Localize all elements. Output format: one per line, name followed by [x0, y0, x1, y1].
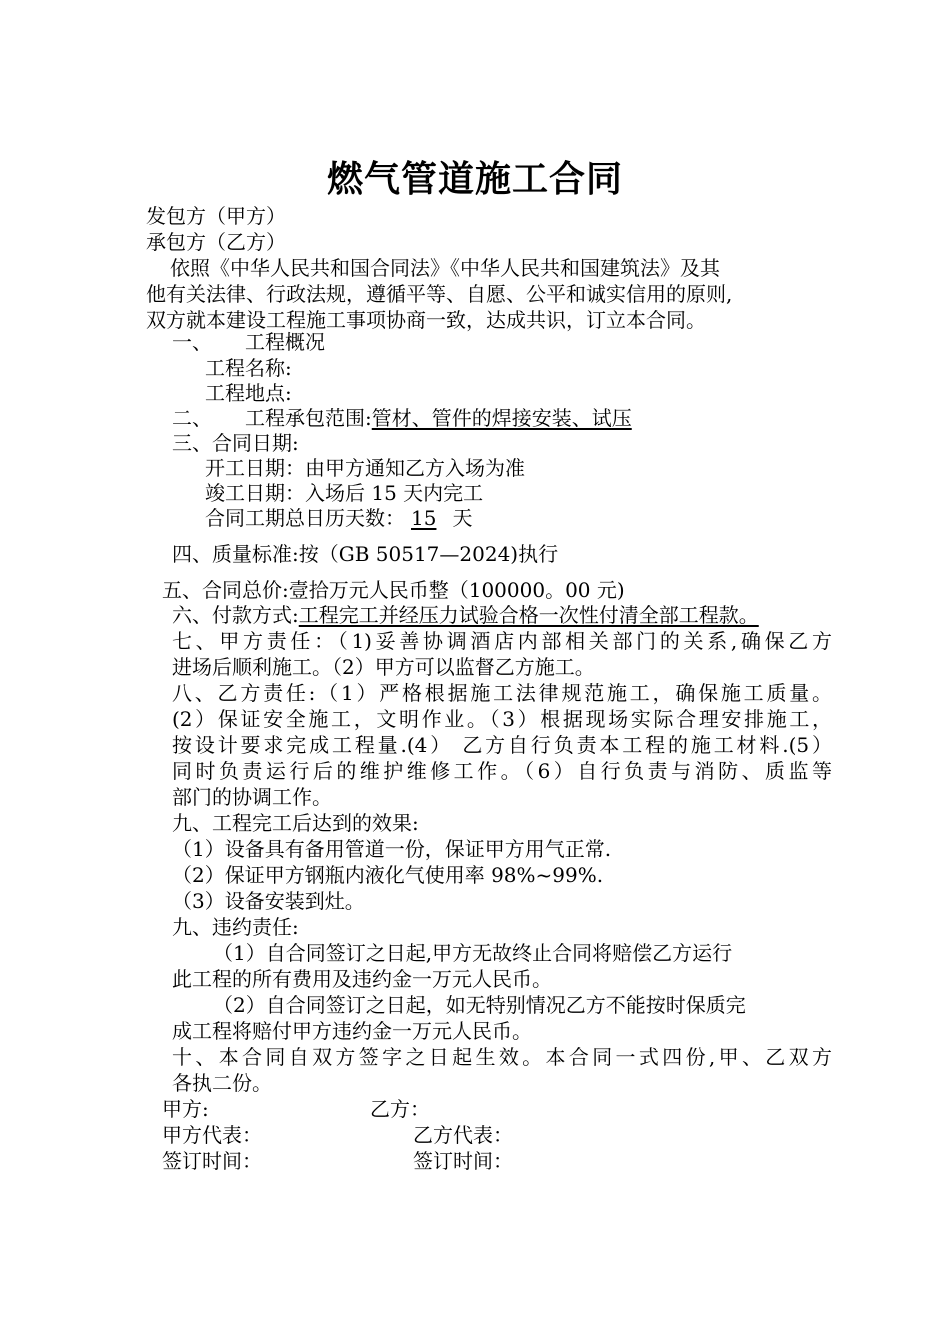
- section-2-line: [245, 405, 642, 431]
- signature-date-a: 签订时间：: [162, 1149, 262, 1173]
- section-9-heading: 九、工程完工后达到的效果:: [172, 811, 419, 835]
- intro-line-2: 他有关法律、行政法规，遵循平等、自愿、公平和诚实信用的原则,: [146, 282, 733, 306]
- section-8-line-1: 八、乙方责任:（1）严格根据施工法律规范施工，确保施工质量。: [172, 681, 832, 705]
- effect-item-2: （2）保证甲方钢瓶内液化气使用率 98%~99%.: [172, 863, 604, 887]
- signature-rep-b: 乙方代表：: [413, 1123, 513, 1147]
- section-2-number: 二、: [172, 406, 212, 430]
- signature-date-b: 签订时间：: [413, 1149, 513, 1173]
- section-7-line-2: 进场后顺利施工。（2）甲方可以监督乙方施工。: [172, 655, 595, 679]
- project-location-label: 工程地点:: [205, 381, 292, 405]
- breach-p2-line-2: 成工程将赔付甲方违约金一万元人民币。: [172, 1019, 532, 1043]
- section-6-payment: 六、付款方式:工程完工并经压力试验合格一次性付清全部工程款。: [172, 602, 767, 628]
- section-10-line-1: 十、本合同自双方签字之日起生效。本合同一式四份,甲、乙双方: [172, 1045, 832, 1069]
- scope-label: 工程承包范围:: [245, 406, 372, 430]
- total-days-value: 15: [411, 506, 437, 530]
- project-name-label: 工程名称:: [205, 356, 292, 380]
- breach-p1-line-1: （1）自合同签订之日起,甲方无故终止合同将赔偿乙方运行: [213, 941, 733, 965]
- section-7-line-1: 七、甲方责任：（1)妥善协调酒店内部相关部门的关系,确保乙方: [172, 629, 832, 653]
- start-date-line: 开工日期：由甲方通知乙方入场为准: [205, 456, 525, 480]
- section-3-heading: 三、合同日期:: [172, 431, 299, 455]
- signature-party-b: 乙方：: [370, 1097, 430, 1121]
- payment-value: 工程完工并经压力试验合格一次性付清全部工程款。: [298, 603, 759, 627]
- section-8-line-3: 按设计要求完成工程量.(4） 乙方自行负责本工程的施工材料.(5）: [172, 733, 832, 757]
- breach-heading: 九、违约责任:: [172, 915, 299, 939]
- signature-party-a: 甲方:: [162, 1097, 209, 1121]
- section-4-quality: 四、质量标准:按（GB 50517—2024)执行: [172, 542, 559, 566]
- effect-item-3: （3）设备安装到灶。: [172, 889, 365, 913]
- effect-item-1: （1）设备具有备用管道一份，保证甲方用气正常.: [172, 837, 612, 861]
- party-a-line: 发包方（甲方）: [146, 204, 286, 228]
- completion-date-line: 竣工日期：入场后 15 天内完工: [205, 481, 484, 505]
- section-5-price: 五、合同总价:壹拾万元人民币整（100000。00 元): [162, 578, 625, 602]
- section-10-line-2: 各执二份。: [172, 1071, 272, 1095]
- breach-p2-line-1: （2）自合同签订之日起，如无特别情况乙方不能按时保质完: [213, 993, 746, 1017]
- intro-line-3: 双方就本建设工程施工事项协商一致，达成共识，订立本合同。: [146, 308, 706, 332]
- section-1-number: 一、: [172, 330, 212, 354]
- party-b-line: 承包方（乙方）: [146, 230, 286, 254]
- intro-line-1: 依照《中华人民共和国合同法》《中华人民共和国建筑法》及其: [170, 256, 720, 280]
- breach-p1-line-2: 此工程的所有费用及违约金一万元人民币。: [172, 967, 552, 991]
- section-8-line-4: 同时负责运行后的维护维修工作。（6）自行负责与消防、质监等: [172, 759, 832, 783]
- total-days-line: 合同工期总日历天数： 15 天: [205, 506, 473, 530]
- section-1-heading: 工程概况: [245, 330, 325, 354]
- section-8-line-2: (2）保证安全施工，文明作业。（3）根据现场实际合理安排施工，: [172, 707, 832, 731]
- document-title: 燃气管道施工合同: [326, 158, 623, 200]
- signature-rep-a: 甲方代表：: [162, 1123, 262, 1147]
- scope-value: 管材、管件的焊接安装、试压: [371, 406, 632, 430]
- section-8-line-5: 部门的协调工作。: [172, 785, 332, 809]
